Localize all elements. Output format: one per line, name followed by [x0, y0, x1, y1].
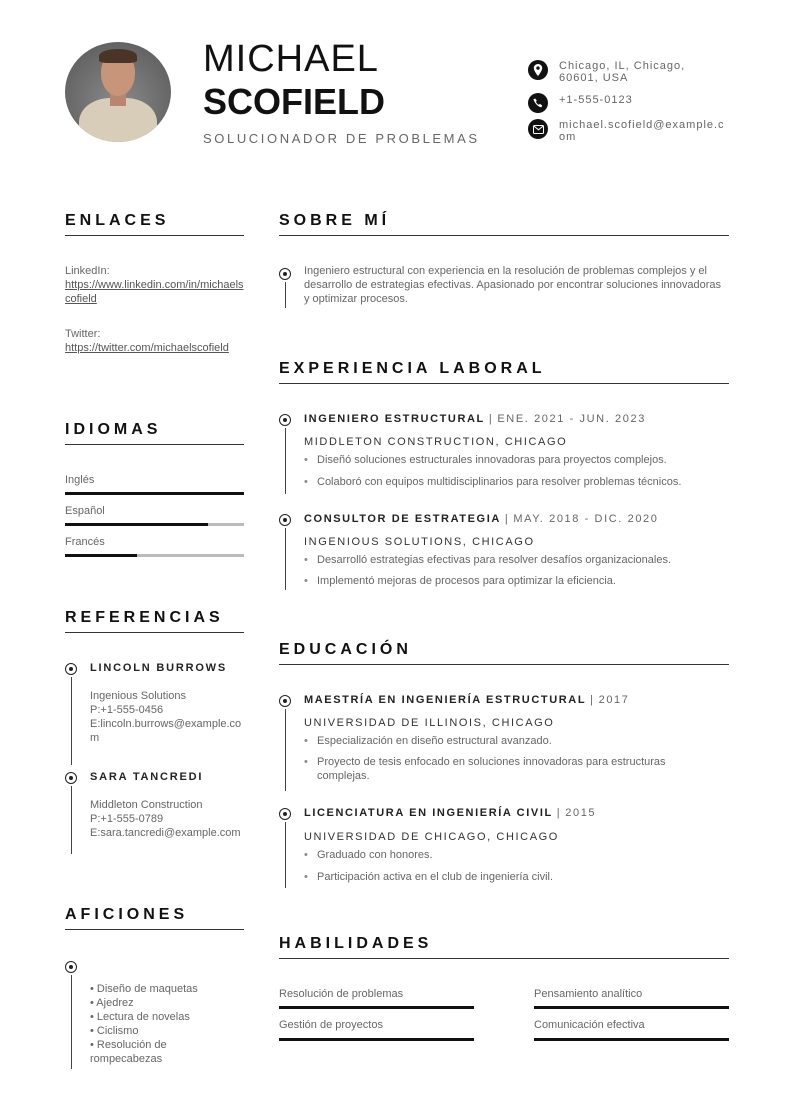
timeline-dot: [279, 514, 291, 526]
language-level-bar: [65, 554, 244, 557]
job-bullet: • Colaboró con equipos multidisciplinarios para resolver problemas técnicos.: [304, 475, 729, 489]
section-divider: [279, 383, 729, 384]
skill-bar: [279, 1006, 474, 1009]
link-twitter: Twitter: https://twitter.com/michaelscofield: [65, 327, 244, 355]
section-title-experiencia: EXPERIENCIA LABORAL: [279, 360, 546, 377]
email-icon: [528, 119, 548, 139]
skill-name: Pensamiento analítico: [534, 988, 643, 1000]
section-divider: [279, 235, 729, 236]
job-company: INGENIOUS SOLUTIONS, CHICAGO: [304, 536, 535, 548]
link-linkedin: LinkedIn: https://www.linkedin.com/in/michaelscofield: [65, 265, 244, 305]
reference-details: Ingenious Solutions P:+1-555-0456 E:lincoln.burrows@example.com: [90, 690, 242, 744]
section-divider: [65, 235, 244, 236]
linkedin-url[interactable]: https://www.linkedin.com/in/michaelscofield: [65, 279, 244, 305]
skill-bar: [279, 1038, 474, 1041]
about-text: Ingeniero estructural con experiencia en la resolución de problemas complejos y el desarrollo de estrategias efectivas. Apasionado por encontrar soluciones innovadoras y optimizar procesos.: [304, 265, 722, 305]
skill-name: Comunicación efectiva: [534, 1019, 645, 1031]
language-level-bar: [65, 523, 244, 526]
degree-bullet: • Proyecto de tesis enfocado en soluciones innovadoras para estructuras complejas.: [304, 755, 714, 783]
timeline-dot: [65, 772, 77, 784]
reference-name: SARA TANCREDI: [90, 771, 204, 783]
reference-details: Middleton Construction P:+1-555-0789 E:sara.tancredi@example.com: [90, 799, 241, 839]
job-bullet: • Implementó mejoras de procesos para optimizar la eficiencia.: [304, 574, 729, 588]
skill-name: Resolución de problemas: [279, 988, 404, 1000]
timeline-line: [71, 786, 72, 854]
hobby-item: • Ciclismo: [90, 1025, 139, 1037]
section-title-sobre-mi: SOBRE MÍ: [279, 212, 391, 229]
skill-bar: [534, 1006, 729, 1009]
profile-photo: [65, 42, 171, 142]
timeline-line: [285, 428, 286, 494]
contact-phone: +1-555-0123: [528, 93, 728, 113]
language-name: Español: [65, 505, 105, 517]
last-name: SCOFIELD: [203, 81, 386, 122]
timeline-line: [285, 709, 286, 791]
job-bullet: • Desarrolló estrategias efectivas para resolver desafíos organizacionales.: [304, 553, 729, 567]
degree-school: UNIVERSIDAD DE CHICAGO, CHICAGO: [304, 831, 559, 843]
section-divider: [65, 632, 244, 633]
location-pin-icon: [528, 60, 548, 80]
hobby-item: • Diseño de maquetas: [90, 983, 198, 995]
timeline-line: [285, 282, 286, 308]
timeline-line: [71, 975, 72, 1069]
contact-email: michael.scofield@example.com: [528, 119, 728, 143]
skill-name: Gestión de proyectos: [279, 1019, 383, 1031]
phone-icon: [528, 93, 548, 113]
job-bullet: • Diseñó soluciones estructurales innovadoras para proyectos complejos.: [304, 453, 729, 467]
job-title-line: INGENIERO ESTRUCTURAL | ENE. 2021 - JUN. 2023: [304, 413, 646, 425]
job-title-line: CONSULTOR DE ESTRATEGIA | MAY. 2018 - DIC. 2020: [304, 513, 659, 525]
section-title-referencias: REFERENCIAS: [65, 609, 224, 626]
timeline-line: [285, 528, 286, 590]
section-divider: [279, 664, 729, 665]
degree-bullet: • Especialización en diseño estructural avanzado.: [304, 734, 729, 748]
language-level-bar: [65, 492, 244, 495]
job-company: MIDDLETON CONSTRUCTION, CHICAGO: [304, 436, 568, 448]
timeline-dot: [279, 808, 291, 820]
degree-bullet: • Participación activa en el club de ingeniería civil.: [304, 870, 729, 884]
first-name: MICHAEL: [203, 38, 379, 80]
section-title-educacion: EDUCACIÓN: [279, 641, 412, 658]
timeline-dot: [65, 961, 77, 973]
timeline-line: [71, 677, 72, 765]
degree-title-line: MAESTRÍA EN INGENIERÍA ESTRUCTURAL | 2017: [304, 694, 630, 706]
timeline-dot: [279, 414, 291, 426]
degree-school: UNIVERSIDAD DE ILLINOIS, CHICAGO: [304, 717, 555, 729]
timeline-line: [285, 822, 286, 888]
hobbies-list: [90, 982, 240, 1066]
degree-title-line: LICENCIATURA EN INGENIERÍA CIVIL | 2015: [304, 807, 597, 819]
timeline-dot: [65, 663, 77, 675]
hobby-item: • Resolución de rompecabezas: [90, 1039, 167, 1065]
section-title-enlaces: ENLACES: [65, 212, 170, 229]
timeline-dot: [279, 695, 291, 707]
twitter-url[interactable]: https://twitter.com/michaelscofield: [65, 342, 229, 354]
section-title-idiomas: IDIOMAS: [65, 421, 162, 438]
job-subtitle: SOLUCIONADOR DE PROBLEMAS: [203, 131, 480, 146]
skill-bar: [534, 1038, 729, 1041]
language-name: Francés: [65, 536, 105, 548]
language-name: Inglés: [65, 474, 95, 486]
section-divider: [65, 444, 244, 445]
degree-bullet: • Graduado con honores.: [304, 848, 729, 862]
hobby-item: • Ajedrez: [90, 997, 134, 1009]
reference-name: LINCOLN BURROWS: [90, 662, 227, 674]
timeline-dot: [279, 268, 291, 280]
section-title-habilidades: HABILIDADES: [279, 935, 433, 952]
contact-address: Chicago, IL, Chicago, 60601, USA: [528, 60, 728, 84]
section-divider: [65, 929, 244, 930]
section-divider: [279, 958, 729, 959]
section-title-aficiones: AFICIONES: [65, 906, 189, 923]
hobby-item: • Lectura de novelas: [90, 1011, 190, 1023]
